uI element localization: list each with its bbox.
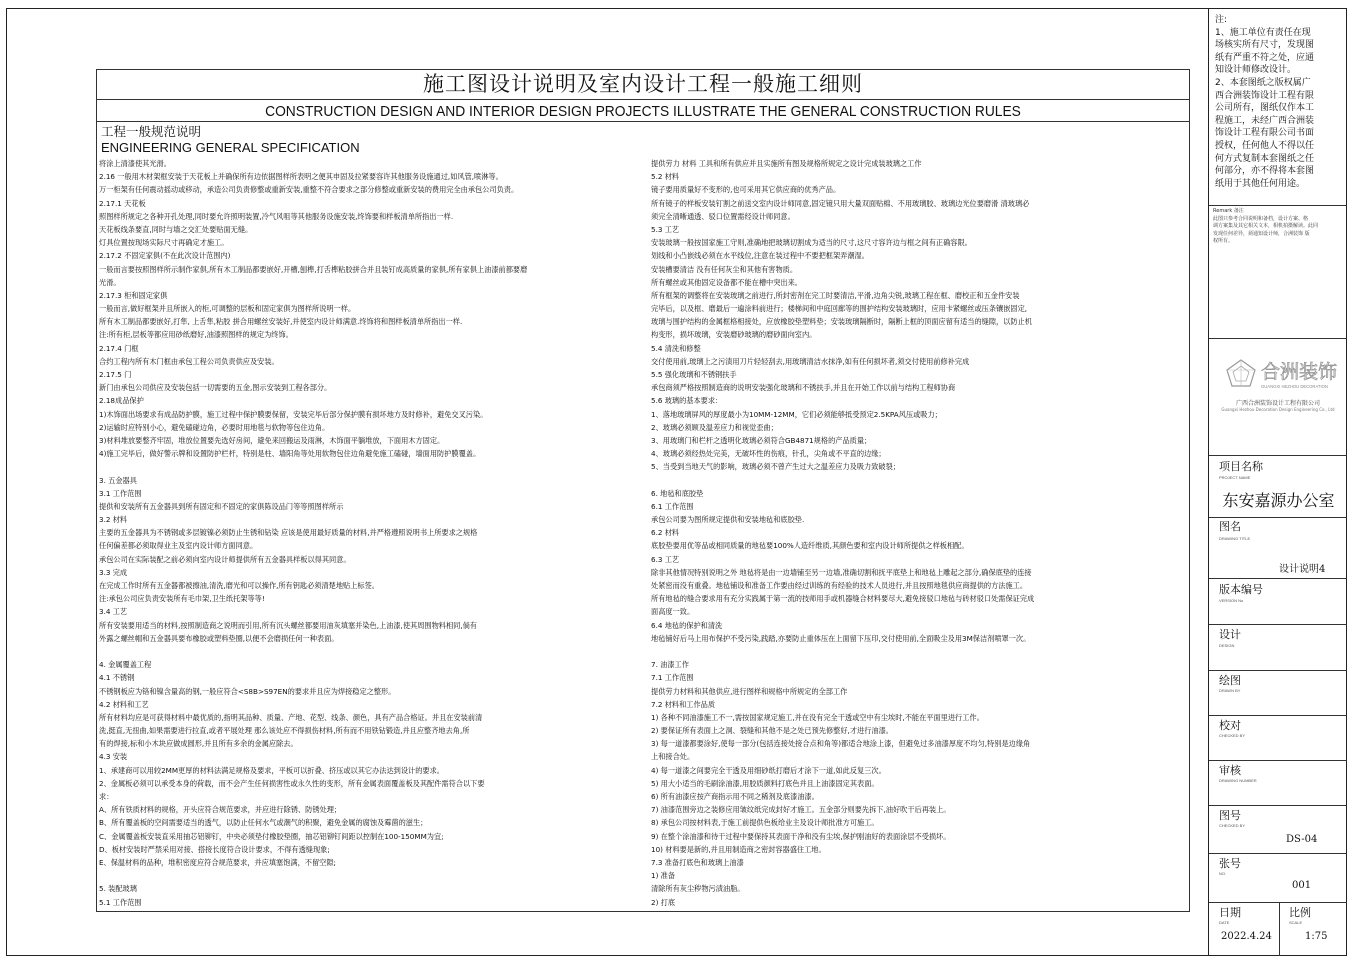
notes-heading: 注: xyxy=(1215,15,1228,25)
spec-line: 6.4 地毡的保护和清洗 xyxy=(651,620,723,630)
subtitle-divider xyxy=(97,121,1189,122)
spec-line: 1、落地玻璃屏风的厚度最小为10MM-12MM，它们必须能够抵受预定2.5KPA风压或吸力； xyxy=(651,409,942,419)
date-value: 2022.4.24 xyxy=(1221,931,1272,942)
spec-line: 2.16 一般用木材架框安装于天花板上并确保所有边依据图样所表明之便其申固及拉紧要容许其他服务设施通过,如风管,喷淋等。 xyxy=(99,172,503,182)
notes-block xyxy=(1215,14,1343,190)
spec-line: 2、金属板必须可以承受本身的荷载，而不会产生任何损害性或永久性的变形，所有金属表面覆盖板及其配件需符合以下要 xyxy=(99,778,485,788)
spec-line: 交付使用前,玻璃上之污渍用刀片轻轻刮去,用玻璃清洁水抹净,如有任何损坏者,须交付使用前修补完成 xyxy=(651,356,970,366)
note-line: 授权，任何他人不得以任 xyxy=(1215,140,1315,151)
spec-line: 7. 油漆工作 xyxy=(651,660,689,670)
spec-line: 6. 地毡和底胶垫 xyxy=(651,488,704,498)
remark-line: 权所有。 xyxy=(1213,238,1234,245)
spec-line: 3.3 完成 xyxy=(99,567,128,577)
divider xyxy=(1209,455,1347,456)
spec-line: E、保温材料的品种，堆积密度应符合规范要求，并应填塞饱满，不留空隙; xyxy=(99,857,336,867)
spec-line: 6.2 材料 xyxy=(651,528,680,538)
spec-line: 3. 五金器具 xyxy=(99,475,137,485)
spec-line: 8) 承包公司按材料表,于施工前提供色板给业主及设计师批准方可施工。 xyxy=(651,818,879,828)
date-label: 日期 xyxy=(1219,906,1241,919)
spec-line: 上和接合处。 xyxy=(651,752,695,762)
page-title: 施工图设计说明及室内设计工程一般施工细则 xyxy=(423,72,863,96)
spec-line: 玻璃与围护结构的金属框格相接处，应放橡胶垫塑料垫；安装玻璃隔断时，隔断上框的顶面应留有适当的缝隙，以防止机 xyxy=(651,317,1032,327)
spec-line: 7.3 准备打底色和玻璃上油漆 xyxy=(651,857,744,867)
divider xyxy=(1209,670,1347,671)
note-line: 场核实所有尺寸，发现图 xyxy=(1215,40,1315,51)
remark-line: 调方案集及其它相关文本，相机拍摄解读。此同 xyxy=(1213,223,1319,230)
spec-line: 5、当受到当地天气的影响，玻璃必须不曾产生过大之温差应力及吸力致破裂； xyxy=(651,462,900,472)
spec-line: 9) 在整个涂油漆和待干过程中要保持其表面干净和没有尘埃,保护刚油好的表面涂层不受损坏。 xyxy=(651,831,951,841)
spec-line: 5.6 玻璃的基本要求： xyxy=(651,396,723,406)
spec-line: 外露之螺丝帽和五金器具要布橡胶或塑料垫圈,以便不会磨损任何一种表面。 xyxy=(99,633,339,643)
version-label: 版本编号 xyxy=(1219,583,1263,596)
note-line: 1、施工单位有责任在现 xyxy=(1215,27,1311,38)
scale-sublabel: SCALE xyxy=(1289,920,1303,925)
spec-line: 天花板线条要直,同时与墙之交汇处要贴面无缝。 xyxy=(99,224,253,234)
spec-line: 划线和小凸嵌线必须在水平线位,注意在装过程中不要把框架弄潮湿。 xyxy=(651,251,869,261)
page-title-english: CONSTRUCTION DESIGN AND INTERIOR DESIGN PROJECTS ILLUSTRATE THE GENERAL CONSTRUCTION RULES xyxy=(265,103,1021,120)
spec-line: 所有镜子的样板安装钉割之前送交室内设计师同意,固定镜只用大量双面贴棉、不用玻璃胶、玻璃边光位要磨滑 清玻璃必 xyxy=(651,198,1030,208)
spec-line: C、金属覆盖板安装直采用抽芯铝铆钉，中央必须垫付橡胶垫圈，抽芯铝铆钉间距以控制在100-150MM为宜; xyxy=(99,831,444,841)
spec-line: 完毕后，以及框、磨最后一遍涂料前进行；楼梯间和中庭回廊等的围护结构安装玻璃时，应用卡紧螺丝或压条镶嵌固定, xyxy=(651,304,1028,314)
spec-line: 灯具位置按现场实际尺寸再确定才施工。 xyxy=(99,238,229,248)
spec-line: 3.1 工作范围 xyxy=(99,488,142,498)
spec-line: 主要的五金器具为不锈钢或多层镀镍必须防止生锈和钻染 应该是使用最好质量的材料,并严格遵照说明书上所要求之规格 xyxy=(99,528,478,538)
divider xyxy=(1209,624,1347,625)
section-heading-english: ENGINEERING GENERAL SPECIFICATION xyxy=(101,140,360,155)
left-spec-column xyxy=(99,157,644,909)
spec-line: 求： xyxy=(99,792,114,801)
spec-line: 5.3 工艺 xyxy=(651,224,680,234)
spec-line: 新门由承包公司供应及安装包括一切需要的五金,图示安装到工程各部分。 xyxy=(99,383,332,393)
divider xyxy=(1209,715,1347,716)
remark-block xyxy=(1213,208,1343,246)
spec-line: 所有螺丝或其他固定设备都不能在槽中突出来。 xyxy=(651,277,802,287)
spec-line: 2.17.5 门 xyxy=(99,370,132,379)
spec-line: 所有框架的调整将在安装玻璃之前进行,所封密剂在完工时要清洁,平滑,边角尖锐,玻璃工程在框、磨校正和五金件安装 xyxy=(651,290,1020,300)
spec-line: 3、用玻璃门和栏杆之透明化玻璃必须符合GB4871规格的产品质量； xyxy=(651,435,872,445)
spec-line: 有的焊接,标和小木块应做成圆形,并且所有多余的金属应除去。 xyxy=(99,739,298,749)
drawing-number-value: DS-04 xyxy=(1286,834,1318,845)
company-logo-icon xyxy=(1217,346,1341,426)
spec-line: 承包商须严格按照制造商的说明安装强化玻璃和不锈扶手,并且在开始工作以前与结构工程师协商 xyxy=(651,383,956,393)
spec-line: 4. 金属覆盖工程 xyxy=(99,660,152,670)
spec-line: 6.1 工作范围 xyxy=(651,501,694,511)
sheet-number-value: 001 xyxy=(1292,880,1312,891)
spec-line: 2)运输时应特别小心，避免磕碰边角，必要时用地毯与软物等包住边角。 xyxy=(99,422,330,432)
spec-line: 2、玻璃必须顾及温差应力和视觉歪曲； xyxy=(651,422,778,432)
spec-line: 光滑。 xyxy=(99,277,121,287)
remark-line: 发现任何差异，须通知设计师，合洲装饰 版 xyxy=(1213,230,1310,237)
logo-english-wordmark: GUANGXI HEZHOU DECORATION xyxy=(1261,384,1328,389)
design-sublabel: DESIGN xyxy=(1219,643,1235,648)
spec-line: 处紧密而没有重叠。地毡铺设和准备工作要由经过训练的有经验的技术人员进行,并且按照地毯供应商提供的方法施工。 xyxy=(651,581,1028,590)
spec-line: 提供劳力材料和其他供应,进行图样和规格中所规定的全部工作 xyxy=(651,686,848,696)
spec-line: 所有安装要用适当的材料,按照制造商之说明而引用,所有沉头螺丝都要用油灰填塞并染色,上油漆,使其周围物料相同,倘有 xyxy=(99,620,477,630)
section-heading: 工程一般规范说明 xyxy=(101,124,202,139)
divider xyxy=(1209,517,1347,518)
spec-line: 3)材料堆放要整齐牢固，堆放位置要先选好房间，避免来回搬运及雨淋，木饰面平躺堆放，下面用木方固定。 xyxy=(99,435,445,445)
spec-line: D、板材安装时严禁采用对接、搭接长度符合设计要求，不得有透缝现象; xyxy=(99,844,330,854)
spec-line: 安装槽要清洁 没有任何灰尘和其他有害物质。 xyxy=(651,264,798,274)
divider xyxy=(1209,805,1347,806)
spec-line: 4) 每一道漆之间要完全干透及用细砂纸打磨后才涂下一道,如此反复三次。 xyxy=(651,765,886,775)
spec-line: 4、玻璃必须经热处完美，无破坏性的伤痕，针孔，尖角或不平直的边缘； xyxy=(651,449,886,459)
project-name-sublabel: PROJECT NAME xyxy=(1219,475,1251,480)
spec-line: 任何偏差都必须取得业主及室内设计师方面同意。 xyxy=(99,541,258,551)
spec-line: 5) 用大小适当的毛刷涂油漆,用胶质颜料打底色并且上油漆固定其表面。 xyxy=(651,778,879,788)
spec-line: 安装玻璃一般按国家施工守则,准确地把玻璃切割成为适当的尺寸,这尺寸容许边与框之间有正确容限。 xyxy=(651,238,972,248)
note-line: 程施工，未经广西合洲装 xyxy=(1215,115,1315,126)
note-line: 纸用于其他任何用途。 xyxy=(1215,178,1306,189)
spec-line: 1) 各种不同油漆施工不一,需按国家规定施工,并在没有完全干透或空中有尘埃时,不能在平面里进行工作。 xyxy=(651,712,984,722)
spec-line xyxy=(651,645,1186,658)
spec-line: 7) 油漆范围旁边之装修应用皱纹纸完成封好才施工。五金部分则要先拆下,油好吹干后再装上。 xyxy=(651,805,951,815)
divider xyxy=(1209,760,1347,761)
logo-wordmark: 合洲装饰 xyxy=(1261,361,1338,383)
divider xyxy=(1209,578,1347,579)
specification-frame xyxy=(96,69,1190,912)
spec-line xyxy=(99,645,644,658)
spec-line: 3.4 工艺 xyxy=(99,607,128,617)
spec-line: 在完成工作时所有五金器都被擦油,清洗,磨光和可以操作,所有钥匙必须清楚地贴上标签。 xyxy=(99,581,379,590)
divider xyxy=(1209,902,1347,903)
scale-value: 1:75 xyxy=(1305,931,1328,942)
spec-line: 须完全清晰通透、驳口位置需经设计师同意。 xyxy=(651,211,795,221)
note-line: 纸有严重不符之处，应通 xyxy=(1215,52,1315,63)
divider xyxy=(1209,853,1347,854)
company-name-english: Guangxi Hezhou Decoration Design Engineering Co., Ltd xyxy=(1221,407,1335,412)
spec-line: 镜子要用质量好不变形的,也可采用其它供应商的优秀产品。 xyxy=(651,185,841,195)
date-sublabel: DATE xyxy=(1219,920,1230,925)
spec-line: 一般而言,做好框架并且所嵌入的柜,可调整的层板和固定家俱为图样所说明一样。 xyxy=(99,304,356,314)
version-sublabel: VERSION No xyxy=(1219,598,1244,603)
spec-line: 万一柜架有任何震动摇动或移动，承造公司负责修整或重新安装,重整不符合要求之部分修整或重新安装的费用完全由承包公司负责。 xyxy=(99,185,519,195)
divider xyxy=(1279,902,1280,956)
spec-line: 注:所有柜,层板等都应用砂纸磨好,油漆照图样的规定为终饰。 xyxy=(99,330,293,340)
spec-line: 2.17.1 天花板 xyxy=(99,198,146,208)
spec-line: 面高度一致。 xyxy=(651,607,695,617)
spec-line: 提供和安装所有五金器具到所有固定和不固定的家俱陈设品门等等照图样所示 xyxy=(99,501,344,511)
spec-line: 2.17.4 门框 xyxy=(99,343,139,353)
review-sublabel: DRAWING NUMBER xyxy=(1219,778,1257,783)
spec-line: 5.4 清洗和修整 xyxy=(651,343,701,353)
spec-line: 洗,挺直,无扭曲,如果需要进行拉直,或者平展处理 那么该处应不得损伤材料,所有而不用铁钻锻造,并且应整齐地去角,所 xyxy=(99,726,470,736)
note-line: 饰设计工程有限公司书面 xyxy=(1215,128,1315,139)
spec-line: 底胶垫要用优等品或相同质量的地毡要100%人造纤维质,其颜色要和室内设计师所提供之样板相配。 xyxy=(651,541,969,551)
right-spec-column xyxy=(651,157,1186,909)
spec-line: 5.5 强化玻璃和不锈钢扶手 xyxy=(651,370,737,379)
spec-line: 2.17.2 不固定家俱(不在此次设计范围内) xyxy=(99,251,231,261)
spec-line: 注:承包公司应负责安装所有毛巾架,卫生纸托架等等! xyxy=(99,594,265,604)
spec-line: 5.1 工作范围 xyxy=(99,897,142,907)
remark-line: Remark 备注 xyxy=(1213,208,1244,214)
note-line: 2、本套图纸之版权属广 xyxy=(1215,77,1311,88)
spec-line: 一般而言要按照图样所示制作家俱,所有木工制品都要嵌好,开槽,刨榫,打舌榫粘胶拼合并且装钉成高质量的家俱,所有家俱上油漆前都要磨 xyxy=(99,264,528,274)
spec-line xyxy=(99,460,644,473)
sheet-number-sublabel: NO. xyxy=(1219,871,1227,876)
spec-line: 5. 装配玻璃 xyxy=(99,884,137,894)
spec-line: 4.1 不锈钢 xyxy=(99,673,135,683)
notes-lines xyxy=(1215,27,1343,191)
spec-line: 3.2 材料 xyxy=(99,515,128,525)
spec-line: 4.3 安装 xyxy=(99,752,128,762)
spec-line: 地毡铺好后马上用布保护不受污染,践踏,亦要防止重体压在上面留下压印,交付使用前,全面吸尘及用3M保洁剂喷罩一次。 xyxy=(651,633,1031,643)
spec-line: 构变形，损坏玻璃，安装磨砂玻璃的磨砂面向室内。 xyxy=(651,330,817,340)
spec-line: 将涂上清漆使其光滑。 xyxy=(99,159,171,168)
divider xyxy=(1209,205,1347,206)
spec-line: 2) 要保证所有表面上之洞、裂缝和其他不是之处已预先修整好,才进行油漆。 xyxy=(651,726,893,736)
spec-line: 1) 准备 xyxy=(651,871,676,881)
spec-line: 提供劳力 材料 工具和所有供应并且实施所有图及规格所规定之设计完成装玻璃之工作 xyxy=(651,159,922,168)
company-name: 广西合洲装饰设计工程有限公司 xyxy=(1235,400,1320,407)
spec-line: 2) 打底 xyxy=(651,897,676,907)
note-line: 西合洲装饰设计工程有限 xyxy=(1215,90,1315,101)
drawing-title-value: 设计说明4 xyxy=(1279,564,1326,575)
note-line: 知设计师修改设计。 xyxy=(1215,65,1297,76)
spec-line: 7.1 工作范围 xyxy=(651,673,694,683)
review-label: 审核 xyxy=(1219,764,1241,777)
spec-line: 4.2 材料和工艺 xyxy=(99,699,149,709)
spec-line: 1、承建商可以用较2MM更厚的材料法满足规格及要求，平板可以折叠、挤压或以其它办法达到设计的要求。 xyxy=(99,765,444,775)
spec-line: 合约工程内所有木门框由承包工程公司负责供应及安装。 xyxy=(99,356,279,366)
design-label: 设计 xyxy=(1219,628,1241,641)
note-line: 公司所有，图纸仅作本工 xyxy=(1215,103,1315,114)
spec-line: 承包公司要为图所规定提供和安装地毡和底胶垫. xyxy=(651,515,805,525)
spec-line: 所有地毡的缝合要求用有充分实践属于第一流的技师用手或机器缝合材料要尽大,避免接驳口地毡与砖材驳口处需保证完成 xyxy=(651,594,1035,604)
drawing-number-label: 图号 xyxy=(1219,809,1241,822)
spec-line: 6.3 工艺 xyxy=(651,554,680,564)
project-name-value: 东安嘉源办公室 xyxy=(1222,491,1335,510)
checked-by-label: 校对 xyxy=(1219,719,1241,732)
spec-line: 1)木饰面出场要求有成品防护膜，施工过程中保护膜要保留，安装完毕后部分保护膜有损坏地方及时修补，避免交叉污染。 xyxy=(99,409,488,419)
spec-line: 2.17.3 柜和固定家俱 xyxy=(99,290,168,300)
title-divider xyxy=(97,99,1189,100)
checked-by-sublabel: CHECKED BY xyxy=(1219,733,1246,738)
spec-line: 2.18成品保护 xyxy=(99,396,144,406)
drawn-by-sublabel: DRAWN BY xyxy=(1219,688,1241,693)
note-line: 何方式复制本套图纸之任 xyxy=(1215,153,1315,164)
spec-line: 4)施工完毕后，做好警示牌和设置防护栏杆，特别是柱、墙阳角等处用软物包住边角避免施工磕碰，墙面用防护膜覆盖。 xyxy=(99,449,481,459)
spec-line: 7.2 材料和工作品质 xyxy=(651,699,716,709)
spec-line xyxy=(651,474,1186,487)
drawing-number-sublabel: CHECKED BY xyxy=(1219,823,1246,828)
spec-line: B、所有覆盖板的空间需要适当的透气，以防止任何水气或潮气的积聚，避免金属的腐蚀及霉菌的滋生； xyxy=(99,818,428,828)
drawing-title-label: 图名 xyxy=(1219,520,1241,533)
spec-line xyxy=(99,869,644,882)
spec-line: 照图样所规定之各种开孔处理,同时要允许照明装置,冷气风咀等其他服务设施安装,终饰要和样板清单所指出一样. xyxy=(99,211,454,221)
remark-line: 此图只参考合同说明和备档，设计方案、格 xyxy=(1213,215,1309,222)
spec-line: A、所有铁质材料的规格，开头应符合规范要求，并应进行除锈、防锈处理； xyxy=(99,805,342,815)
title-block-panel xyxy=(1208,8,1347,956)
spec-line: 清除所有灰尘秽物污渍油脂。 xyxy=(651,884,745,894)
note-line: 何部分，亦不得将本套图 xyxy=(1215,166,1315,177)
project-name-label: 项目名称 xyxy=(1219,460,1263,473)
spec-line: 所有材料均应是可获得材料中最优质的,指明其品种、质量、产地、花型、线条、颜色，具有产品合格证。并且在安装前清 xyxy=(99,712,483,722)
spec-line: 6) 所有油漆应按产商指示用不同之稀剂及底漆油漆。 xyxy=(651,792,819,801)
spec-line: 承包公司在实际装配之前必须向室内设计师提供所有五金器具样板以得其同意。 xyxy=(99,554,351,564)
spec-line: 5.2 材料 xyxy=(651,172,680,182)
spec-line: 10) 材料要是新的,并且用制造商之密封容器盛住工地。 xyxy=(651,844,826,854)
spec-line: 所有木工制品都要嵌好,打隼, 上舌隼,粘胶 拼合用螺丝安装好,并使室内设计师满意.终饰将和图样板清单所指出一样. xyxy=(99,317,463,327)
spec-line: 不锈钢板应为铬和镍含量高的钢,一般应符合<S8B>S97EN的要求并且应为焊接稳定之整形。 xyxy=(99,686,396,696)
spec-line: 3) 每一道漆都要涂好,使每一部分(包括连接处接合点和角等)都适合地涂上漆，但避免过多油漆厚度不均匀,特别是边缘角 xyxy=(651,739,1031,749)
spec-line: 除非其他情况特别说明之外 地毡将是由一边墙铺至另一边墙,准确切割和抚平底垫上和地毡上雕起之部分,确保底垫的连接 xyxy=(651,567,1032,577)
divider xyxy=(1209,338,1347,339)
scale-label: 比例 xyxy=(1289,906,1311,919)
drawn-by-label: 绘图 xyxy=(1219,674,1241,687)
sheet-number-label: 张号 xyxy=(1219,857,1241,870)
drawing-title-sublabel: DRAWING TITLE xyxy=(1219,536,1251,541)
